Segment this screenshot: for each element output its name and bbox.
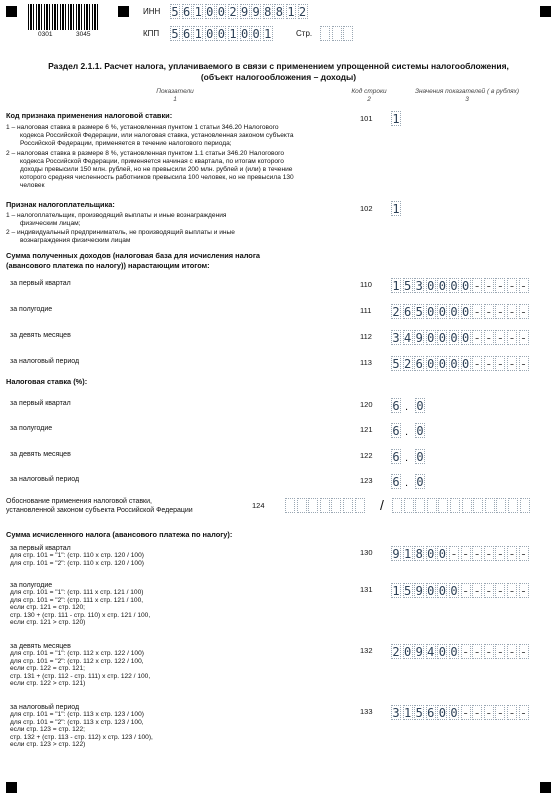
line-code-131: 131 [360,585,373,594]
digit-cell[interactable]: - [473,584,481,598]
digit-cell[interactable]: - [496,279,504,293]
digit-cell[interactable]: 6 [392,475,400,489]
digit-cell[interactable]: 5 [415,706,423,720]
tax-rate-decimal-point: . [405,426,409,438]
formula-line: если стр. 123 > стр. 122) [10,741,86,749]
corner-marker-top-center [118,6,129,17]
rate-code-title: Код признака применения налоговой ставки: [6,111,173,120]
kpp-digit-cell[interactable]: 0 [217,27,225,41]
digit-cell[interactable]: - [461,584,470,598]
rate-code-cell[interactable]: 1 [392,112,400,126]
digit-cell[interactable]: 5 [403,584,412,598]
rate-justification-cell[interactable] [438,498,448,513]
inn-digit-cell[interactable]: 9 [252,5,260,19]
digit-cell[interactable]: - [508,279,516,293]
digit-cell[interactable]: 0 [450,279,458,293]
digit-cell[interactable]: - [485,357,493,371]
digit-cell[interactable]: - [496,305,504,319]
barcode-number-left: 0301 [38,31,53,38]
formula-line: если стр. 121 = стр. 120; [10,604,85,612]
tax-rate-period-label: за полугодие [10,425,53,432]
corner-marker-top-left [6,6,17,17]
tax-rate-period-label: за налоговый период [10,476,80,483]
digit-cell[interactable]: - [473,357,481,371]
tax-rate-whole-field[interactable] [391,474,403,489]
rate-justification-cell[interactable] [404,498,414,513]
digit-cell[interactable]: 0 [450,305,458,319]
inn-digit-cell[interactable]: 1 [194,5,202,19]
inn-digit-cell[interactable]: 5 [171,5,179,19]
inn-digit-cell[interactable]: 6 [182,5,191,19]
kpp-digit-cell[interactable]: 0 [252,27,260,41]
taxpayer-sign-title: Признак налогоплательщика: [6,200,115,209]
digit-cell[interactable]: - [473,305,481,319]
digit-cell[interactable]: - [508,645,516,659]
digit-cell[interactable]: - [461,645,470,659]
kpp-digit-cell[interactable]: 0 [206,27,214,41]
income-period-label: за налоговый период [10,358,80,365]
digit-cell[interactable]: 0 [438,279,446,293]
tax-rate-decimal-point: . [405,452,409,464]
digit-cell[interactable]: - [496,547,504,561]
rate-justification-cell[interactable] [427,498,437,513]
digit-cell[interactable]: 4 [427,645,435,659]
digit-cell[interactable]: - [473,279,481,293]
digit-cell[interactable]: 0 [427,279,435,293]
calculated-tax-value-field[interactable] [391,644,530,659]
kpp-digit-cell[interactable]: 0 [240,27,249,41]
inn-digit-cell[interactable]: 1 [287,5,295,19]
tax-rate-fraction-field[interactable] [415,423,427,438]
kpp-label: КПП [143,29,160,38]
digit-cell[interactable]: 0 [416,450,424,464]
line-code-101: 101 [360,114,373,123]
tax-rate-decimal-point: . [405,477,409,489]
digit-cell[interactable]: - [508,357,516,371]
page-cell[interactable] [343,26,353,41]
digit-cell[interactable]: 2 [392,645,400,659]
formula-line: для стр. 101 = "2": (стр. 110 х стр. 120 / 100) [10,559,144,567]
tax-rate-fraction-field[interactable] [415,449,427,464]
barcode [28,4,100,30]
digit-cell[interactable]: - [485,584,493,598]
rate-justification-cell[interactable] [450,498,460,513]
digit-cell[interactable]: 2 [403,357,412,371]
calculated-tax-period-label: за первый квартал [10,545,71,552]
formula-line: для стр. 101 = "2": (стр. 113 х стр. 123 / 100, [10,718,144,726]
formula-line: для стр. 101 = "2": (стр. 111 х стр. 121 / 100, [10,596,144,604]
page-cell[interactable] [320,26,330,41]
line-code-110: 110 [360,280,372,289]
digit-cell[interactable]: 0 [416,424,424,438]
calculated-tax-period-label: за полугодие [10,582,53,589]
digit-cell[interactable]: 0 [461,331,470,345]
digit-cell[interactable]: 0 [416,399,424,413]
line-code-124: 124 [252,501,265,510]
tax-rate-whole-field[interactable] [391,398,403,413]
digit-cell[interactable]: 6 [415,357,423,371]
line-code-102: 102 [360,204,373,213]
column-number-2: 2 [367,96,371,103]
kpp-digit-cell[interactable]: 6 [182,27,191,41]
column-number-3: 3 [465,96,469,103]
digit-cell[interactable]: - [485,331,493,345]
income-value-field[interactable] [391,330,530,345]
rate-justification-cell[interactable] [355,498,365,513]
calculated-tax-value-field[interactable] [391,705,530,720]
digit-cell[interactable]: 9 [415,645,423,659]
digit-cell[interactable]: - [496,706,504,720]
digit-cell[interactable]: 0 [450,584,458,598]
digit-cell[interactable]: 0 [438,706,446,720]
formula-line: для стр. 101 = "1": (стр. 111 х стр. 121 / 100) [10,589,144,597]
tax-rate-whole-field[interactable] [391,423,403,438]
inn-label: ИНН [143,7,161,16]
line-code-132: 132 [360,646,373,655]
digit-cell[interactable]: 3 [415,279,423,293]
rate-justification-cell[interactable] [297,498,307,513]
tax-rate-whole-field[interactable] [391,449,403,464]
line-code-121: 121 [360,425,373,434]
rate-justification-cell[interactable] [320,498,330,513]
rate-justification-cell[interactable] [415,498,425,513]
digit-cell[interactable]: 0 [461,305,470,319]
inn-digit-cell[interactable]: 2 [298,5,307,19]
digit-cell[interactable]: 6 [392,450,400,464]
rate-justification-cell[interactable] [462,498,472,513]
rate-justification-label: Обоснование применения налоговой ставки, установленной законом субъекта Российской Федерации [6,498,193,514]
rate-justification-cell[interactable] [485,498,495,513]
income-value-field[interactable] [391,356,530,371]
digit-cell[interactable]: 0 [461,279,470,293]
digit-cell[interactable]: - [496,357,504,371]
income-value-field[interactable] [391,304,530,319]
column-header-values: Значения показателей ( в рублях) [414,88,520,95]
line-code-123: 123 [360,476,373,485]
rate-justification-field-left[interactable] [285,498,366,513]
rate-justification-field-right[interactable] [392,498,531,513]
digit-cell[interactable]: - [485,547,493,561]
calculated-tax-period-label: за налоговый период [10,704,80,711]
digit-cell[interactable]: - [508,706,516,720]
section-title-line1: Раздел 2.1.1. Расчет налога, уплачиваемого в связи с применением упрощенной системы налогообложения, [48,61,509,71]
inn-digit-cell[interactable]: 0 [217,5,225,19]
digit-cell[interactable]: - [473,706,481,720]
digit-cell[interactable]: - [519,706,528,720]
line-code-122: 122 [360,451,373,460]
formula-line: если стр. 122 = стр. 121; [10,665,85,673]
formula-line: для стр. 101 = "1": (стр. 110 х стр. 120 / 100) [10,552,144,560]
digit-cell[interactable]: - [473,645,481,659]
rate-code-option-1: 1 – налоговая ставка в размере 6 %, установленная пунктом 1 статьи 346.20 Налогового кодекса Российской Федерации, или налоговая ставка, установленная законом субъекта Российской Федерации, применяется в течение налогового периода; [6,124,294,147]
digit-cell[interactable]: 0 [450,331,458,345]
digit-cell[interactable]: 6 [392,424,400,438]
page-number-field[interactable] [320,26,355,41]
column-header-indicators: Показатели [156,88,194,95]
digit-cell[interactable]: 0 [416,475,424,489]
digit-cell[interactable]: 8 [415,547,423,561]
rate-justification-cell[interactable] [473,498,483,513]
digit-cell[interactable]: 0 [450,706,458,720]
digit-cell[interactable]: - [496,645,504,659]
digit-cell[interactable]: 0 [438,584,446,598]
formula-line: для стр. 101 = "1": (стр. 113 х стр. 123 / 100) [10,711,144,719]
digit-cell[interactable]: - [485,645,493,659]
inn-digit-cell[interactable]: 8 [264,5,272,19]
digit-cell[interactable]: 0 [438,645,446,659]
line-code-112: 112 [360,332,372,341]
inn-field[interactable] [170,4,309,19]
digit-cell[interactable]: 0 [438,305,446,319]
digit-cell[interactable]: 0 [427,584,435,598]
digit-cell[interactable]: 4 [403,331,412,345]
line-code-130: 130 [360,548,373,557]
digit-cell[interactable]: - [461,547,470,561]
line-code-111: 111 [360,306,372,315]
digit-cell[interactable]: - [508,584,516,598]
digit-cell[interactable]: - [519,547,528,561]
digit-cell[interactable]: - [450,547,458,561]
line-code-120: 120 [360,400,373,409]
tax-rate-fraction-field[interactable] [415,474,427,489]
calculated-tax-formula [10,643,310,687]
tax-rate-period-label: за девять месяцев [10,451,71,458]
digit-cell[interactable]: 0 [427,331,435,345]
income-title: Сумма полученных доходов (налоговая база для исчисления налога (авансового платежа по налогу)) нарастающим итогом: [6,251,261,270]
tax-rate-period-label: за первый квартал [10,400,71,407]
digit-cell[interactable]: 1 [403,547,412,561]
kpp-digit-cell[interactable]: 1 [264,27,272,41]
inn-digit-cell[interactable]: 9 [240,5,249,19]
digit-cell[interactable]: 9 [415,331,423,345]
kpp-digit-cell[interactable]: 1 [229,27,237,41]
digit-cell[interactable]: 0 [450,645,458,659]
digit-cell[interactable]: 9 [392,547,400,561]
corner-marker-bottom-left [6,782,17,793]
tax-rate-fraction-field[interactable] [415,398,427,413]
calculated-tax-value-field[interactable] [391,546,530,561]
calculated-tax-formula [10,582,310,626]
tax-rate-decimal-point: . [405,401,409,413]
calculated-tax-title: Сумма исчисленного налога (авансового платежа по налогу): [6,530,233,539]
digit-cell[interactable]: 0 [461,357,470,371]
rate-justification-cell[interactable] [520,498,530,513]
digit-cell[interactable]: - [461,706,470,720]
taxpayer-sign-option-2: 2 – индивидуальный предприниматель, не производящий выплаты и иные вознаграждения физическим лицам [6,229,235,244]
page-label: Стр. [296,29,313,38]
rate-justification-cell[interactable] [331,498,341,513]
formula-line: если стр. 121 > стр. 120) [10,619,86,627]
digit-cell[interactable]: 0 [427,547,435,561]
digit-cell[interactable]: 1 [403,706,412,720]
income-period-label: за полугодие [10,306,53,313]
digit-cell[interactable]: - [485,706,493,720]
digit-cell[interactable]: 9 [415,584,423,598]
taxpayer-sign-field[interactable] [391,201,403,216]
digit-cell[interactable]: - [519,331,528,345]
line-code-113: 113 [360,358,372,367]
digit-cell[interactable]: - [519,645,528,659]
inn-digit-cell[interactable]: 2 [229,5,237,19]
digit-cell[interactable]: 0 [438,331,446,345]
calculated-tax-formula [10,704,310,748]
kpp-digit-cell[interactable]: 5 [171,27,179,41]
line-code-133: 133 [360,707,373,716]
digit-cell[interactable]: 6 [392,399,400,413]
formula-line: для стр. 101 = "1": (стр. 112 х стр. 122 / 100) [10,650,144,658]
corner-marker-top-right [540,6,551,17]
digit-cell[interactable]: - [473,331,481,345]
digit-cell[interactable]: 0 [438,547,446,561]
digit-cell[interactable]: 0 [450,357,458,371]
digit-cell[interactable]: 2 [392,305,400,319]
digit-cell[interactable]: - [519,357,528,371]
kpp-digit-cell[interactable]: 1 [194,27,202,41]
formula-line: стр. 130 + (стр. 111 - стр. 110) х стр. 121 / 100, [10,611,151,619]
digit-cell[interactable]: - [508,547,516,561]
calculated-tax-formula [10,545,310,567]
digit-cell[interactable]: 1 [392,584,400,598]
digit-cell[interactable]: 3 [392,331,400,345]
digit-cell[interactable]: - [519,305,528,319]
column-header-line-code: Код строки [351,88,387,95]
digit-cell[interactable]: - [508,305,516,319]
digit-cell[interactable]: 0 [438,357,446,371]
digit-cell[interactable]: 6 [403,305,412,319]
corner-marker-bottom-right [540,782,551,793]
formula-line: если стр. 122 > стр. 121) [10,680,86,688]
tax-rate-title: Налоговая ставка (%): [6,377,88,386]
rate-justification-cell[interactable] [392,498,402,513]
rate-justification-cell[interactable] [308,498,318,513]
rate-justification-cell[interactable] [508,498,518,513]
taxpayer-sign-option-1: 1 – налогоплательщик, производящий выплаты и иные вознаграждения физическим лицам; [6,212,227,227]
formula-line: если стр. 123 = стр. 122; [10,726,85,734]
rate-justification-cell[interactable] [496,498,506,513]
digit-cell[interactable]: 5 [415,305,423,319]
digit-cell[interactable]: - [519,279,528,293]
kpp-field[interactable] [170,26,274,41]
digit-cell[interactable]: 0 [427,357,435,371]
inn-digit-cell[interactable]: 8 [275,5,283,19]
digit-cell[interactable]: - [485,279,493,293]
digit-cell[interactable]: 6 [427,706,435,720]
page-cell[interactable] [332,26,342,41]
digit-cell[interactable]: - [519,584,528,598]
calculated-tax-value-field[interactable] [391,583,530,598]
inn-digit-cell[interactable]: 0 [206,5,214,19]
digit-cell[interactable]: - [508,331,516,345]
formula-line: стр. 132 + (стр. 113 - стр. 112) х стр. 123 / 100), [10,733,153,741]
calculated-tax-period-label: за девять месяцев [10,643,71,650]
column-number-1: 1 [173,96,177,103]
digit-cell[interactable]: - [496,584,504,598]
formula-line: стр. 131 + (стр. 112 - стр. 111) х стр. 122 / 100, [10,672,151,680]
digit-cell[interactable]: - [485,305,493,319]
income-period-label: за девять месяцев [10,332,71,339]
section-title-line2: (объект налогообложения – доходы) [200,72,357,82]
income-period-label: за первый квартал [10,280,71,287]
digit-cell[interactable]: 5 [403,279,412,293]
rate-justification-cell[interactable] [285,498,295,513]
digit-cell[interactable]: 5 [392,357,400,371]
rate-justification-cell[interactable] [343,498,353,513]
barcode-number-right: 3045 [76,31,91,38]
rate-code-option-2: 2 – налоговая ставка в размере 8 %, установленная пунктом 1.1 статьи 346.20 Налогового кодекса Российской Федерации, применяется начиная с квартала, по итогам которого доходы превысили 150 млн. рублей, но не превысили 200 млн. рублей и (или) в течение которого средняя численность работников превысила 100 человек, но не превысила 130 человек [6,150,294,189]
digit-cell[interactable]: 0 [427,305,435,319]
digit-cell[interactable]: - [473,547,481,561]
formula-line: для стр. 101 = "2": (стр. 112 х стр. 122 / 100, [10,657,144,665]
digit-cell[interactable]: - [496,331,504,345]
taxpayer-sign-cell[interactable]: 1 [392,202,400,216]
digit-cell[interactable]: 1 [392,279,400,293]
rate-justification-slash: / [380,497,384,513]
rate-code-field[interactable] [391,111,403,126]
digit-cell[interactable]: 3 [392,706,400,720]
digit-cell[interactable]: 0 [403,645,412,659]
income-value-field[interactable] [391,278,530,293]
